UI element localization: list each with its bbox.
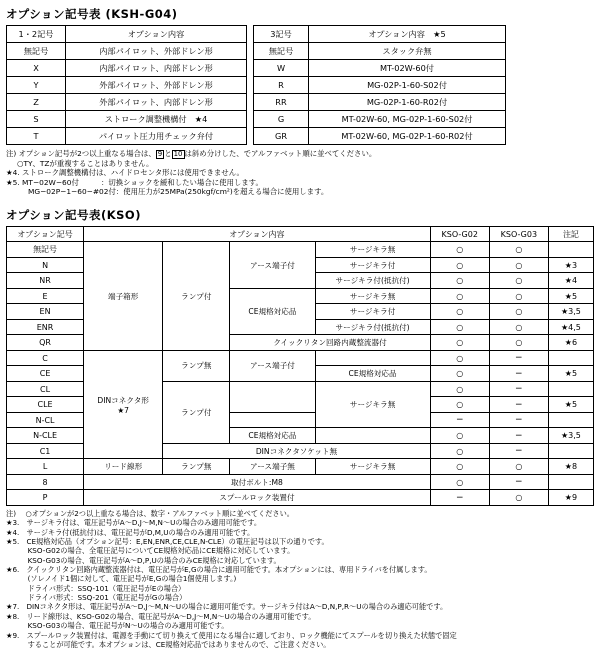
cell-sym: Y (7, 77, 66, 94)
table-header-row (254, 26, 506, 43)
table-row (254, 111, 506, 128)
cell-sym: 無記号 (7, 43, 66, 60)
note-text: オプション記号が2つ以上重なる場合は、 (18, 149, 156, 158)
cell-group-din (84, 350, 163, 459)
cell-symbol: N-CL (7, 412, 84, 428)
cell-sym: G (254, 111, 309, 128)
cell-note: ★4,5 (548, 319, 593, 335)
note-line: ○TY、TZが重複することはありません。 (17, 159, 154, 168)
cell-note: ★5 (548, 288, 593, 304)
note-mark: 注) (6, 149, 17, 158)
cell-g03: ○ (489, 273, 548, 289)
cell-symbol: N (7, 257, 84, 273)
cell-ce-compliant: CE規格対応品 (230, 428, 315, 444)
cell-g02: ○ (430, 350, 489, 366)
cell-sym: X (7, 60, 66, 77)
cell-surge: サージキラ付(抵抗付) (315, 273, 430, 289)
cell-g03: ○ (489, 459, 548, 475)
cell-note: ★9 (548, 490, 593, 506)
section2-title: オプション記号表(KSO) (6, 207, 141, 222)
note-line: ★7. DINコネクタ形は、電圧記号がA〜D,J〜M,N〜Uの場合に適用可能です。サージキラ付はA〜D,N,P,R〜Uの場合のみ適応可能です。 (6, 602, 448, 612)
col-header-note: 注記 (548, 226, 593, 242)
cell-note (548, 412, 593, 428)
note-line: ★6. クイックリタン回路内蔵整流器付は、電圧記号がE,Gの場合に適用可能です。本オプションには、専用ドライバを付属します。 (6, 565, 432, 575)
cell-sym: S (7, 111, 66, 128)
cell-surge: サージキラ無 (315, 381, 430, 428)
cell-note (548, 474, 593, 490)
table-row (7, 242, 594, 258)
cell-surge: サージキラ無 (315, 459, 430, 475)
cell-g03: ○ (489, 319, 548, 335)
cell-g03: − (489, 397, 548, 413)
cell-sym: RR (254, 94, 309, 111)
cell-lamp: ランプ付 (163, 242, 230, 351)
cell-g02: ○ (430, 288, 489, 304)
cell-spool-lock: スプールロック装置付 (84, 490, 431, 506)
cell-g02: ○ (430, 242, 489, 258)
note-line: (ソレノイド1個に対して、電圧記号がE,Gの場合1個使用します。) (6, 574, 237, 584)
cell-g02: ○ (430, 366, 489, 382)
option-table-a (6, 25, 247, 145)
cell-content: MT-02W-60, MG-02P-1-60-S02付 (309, 111, 506, 128)
table-row (254, 94, 506, 111)
cell-note: ★3,5 (548, 304, 593, 320)
cell-g02: ○ (430, 474, 489, 490)
cell-sym: T (7, 128, 66, 145)
cell-surge (315, 428, 430, 444)
cell-earth-terminal: アース端子付 (230, 242, 315, 289)
cell-symbol: CL (7, 381, 84, 397)
col-header-g02: KSO-G02 (430, 226, 489, 242)
cell-content: スタック弁無 (309, 43, 506, 60)
table-row (7, 60, 247, 77)
cell-g03: ○ (489, 288, 548, 304)
cell-sym: 無記号 (254, 43, 309, 60)
note-line: ドライバ形式：SSQ-101（電圧記号がEの場合） (6, 583, 186, 593)
cell-note (548, 242, 593, 258)
col-header-content: オプション内容 (66, 26, 247, 43)
cell-symbol: C (7, 350, 84, 366)
col-header-symbol: オプション記号 (7, 226, 84, 242)
cell-symbol: CLE (7, 397, 84, 413)
col-header-sym: 3記号 (254, 26, 309, 43)
cell-g03: ○ (489, 490, 548, 506)
note-line: MG−02P−1−60−#02付：使用圧力が25MPa(250kgf/cm²)を超える場合に使用します。 (28, 187, 329, 197)
note-box-9: 9 (157, 150, 163, 158)
section1-title: オプション記号表 (KSH-G04) (6, 7, 178, 21)
cell-surge: サージキラ無 (315, 242, 430, 258)
cell-symbol: 無記号 (7, 242, 84, 258)
cell-g03: − (489, 428, 548, 444)
table-header-row (7, 26, 247, 43)
col-header-sym: 1・2記号 (7, 26, 66, 43)
cell-symbol: ENR (7, 319, 84, 335)
cell-content: 内部パイロット、外部ドレン形 (66, 43, 247, 60)
cell-content: 外部パイロット、外部ドレン形 (66, 77, 247, 94)
cell-g02: ○ (430, 381, 489, 397)
cell-sym: Z (7, 94, 66, 111)
cell-g02: ○ (430, 273, 489, 289)
cell-earth-terminal (230, 381, 315, 412)
note-mid: と (164, 149, 172, 158)
option-table-b (253, 25, 506, 145)
cell-g03: − (489, 443, 548, 459)
cell-quick-return: クイックリタン回路内蔵整流器付 (230, 335, 430, 351)
cell-note: ★8 (548, 459, 593, 475)
cell-g03: ○ (489, 304, 548, 320)
cell-group-terminal-box: 端子箱形 (84, 242, 163, 351)
cell-g03: − (489, 366, 548, 382)
cell-g03: ○ (489, 335, 548, 351)
cell-lamp-none: ランプ無 (163, 350, 230, 381)
note-line: ★3. サージキラ付は、電圧記号がA〜D,J〜M,N〜Uの場合のみ適用可能です。 (6, 518, 262, 528)
cell-symbol: NR (7, 273, 84, 289)
section1-notes (6, 149, 600, 197)
note-line (6, 178, 600, 187)
cell-symbol: E (7, 288, 84, 304)
cell-note (548, 381, 593, 397)
table-row (7, 94, 247, 111)
cell-symbol: N-CLE (7, 428, 84, 444)
cell-g02: ○ (430, 428, 489, 444)
cell-earth-terminal: アース端子付 (230, 350, 315, 381)
table-row (254, 128, 506, 145)
cell-surge: サージキラ付 (315, 304, 430, 320)
cell-lamp-on: ランプ付 (163, 381, 230, 443)
table-row (7, 43, 247, 60)
col-header-content: オプション内容 (84, 226, 431, 242)
cell-earth-none: アース端子無 (230, 459, 315, 475)
cell-content: 内部パイロット、内部ドレン形 (66, 60, 247, 77)
cell-symbol: QR (7, 335, 84, 351)
cell-content: パイロット圧力用チェック弁付 (66, 128, 247, 145)
cell-g02: ○ (430, 319, 489, 335)
note-line: ★5. CE規格対応品（オプション記号：E,EN,ENR,CE,CLE,N-CLE）の電圧記号は以下の通りです。 (6, 536, 329, 546)
cell-surge: サージキラ付(抵抗付) (315, 319, 430, 335)
cell-g03: − (489, 474, 548, 490)
cell-g03: ○ (489, 242, 548, 258)
table-row (254, 77, 506, 94)
cell-content: MG-02P-1-60-R02付 (309, 94, 506, 111)
cell-sym: R (254, 77, 309, 94)
document-page (0, 6, 600, 649)
cell-lamp-none: ランプ無 (163, 459, 230, 475)
cell-note: ★3,5 (548, 428, 593, 444)
section1-tables (6, 25, 600, 145)
cell-content: MT-02W-60付 (309, 60, 506, 77)
cell-note: ★3 (548, 257, 593, 273)
note-line: ドライバ形式：SSQ-201（電圧記号がGの場合） (6, 593, 187, 603)
cell-surge: サージキラ付 (315, 257, 430, 273)
cell-g02: ○ (430, 335, 489, 351)
cell-symbol: 8 (7, 474, 84, 490)
cell-symbol: P (7, 490, 84, 506)
cell-ce-compliant: CE規格対応品 (315, 366, 430, 382)
cell-ce-compliant (230, 412, 315, 428)
note-line (6, 149, 600, 159)
cell-note: ★5 (548, 397, 593, 413)
cell-symbol: EN (7, 304, 84, 320)
table-header-row (7, 226, 594, 242)
cell-content: 外部パイロット、内部ドレン形 (66, 94, 247, 111)
cell-note (548, 443, 593, 459)
table-row (7, 490, 594, 506)
din-star7: ★7 (117, 405, 129, 415)
cell-g02: − (430, 490, 489, 506)
option-table-kso (6, 226, 594, 506)
cell-g03: ○ (489, 257, 548, 273)
cell-din-socket-none: DINコネクタソケット無 (163, 443, 430, 459)
note-tail: は斜め分けした、でアルファベット順に並べてください。 (184, 149, 377, 158)
note-text: MT−02W−60付 ：切換ショックを緩和したい場合に使用します。 (22, 177, 263, 187)
cell-g02: − (430, 412, 489, 428)
note-line: ★9. スプールロック装置付は、電源を手動にて切り換えて使用になる場合に適しており、ロック機能にてスプールを切り換えた状態で固定 (6, 630, 457, 640)
table-row (7, 111, 247, 128)
cell-note: ★6 (548, 335, 593, 351)
cell-surge (315, 350, 430, 366)
cell-content: ストローク調整機構付 ★4 (66, 111, 247, 128)
table-row (7, 350, 594, 366)
cell-content: MG-02P-1-60-S02付 (309, 77, 506, 94)
note-line: ★8. リード線形は、KSO-G02の場合、電圧記号がA〜D,J〜M,N〜Uの場合のみ適用可能です。 (6, 611, 316, 621)
table-row (254, 43, 506, 60)
cell-surge: サージキラ無 (315, 288, 430, 304)
cell-g02: ○ (430, 257, 489, 273)
table-row (7, 128, 247, 145)
cell-mounting-bolt: 取付ボルト:M8 (84, 474, 431, 490)
note-mark: ★4. (6, 168, 20, 178)
col-header-g03: KSO-G03 (489, 226, 548, 242)
note-text: ストローク調整機構付は、ハイドロセンタ形には使用できません。 (22, 168, 244, 178)
cell-g03: − (489, 412, 548, 428)
note-line: KSO-G03の場合、電圧記号がN〜Uの場合のみ適用可能です。 (6, 621, 229, 631)
note-line: ★4. サージキラ付(抵抗付)は、電圧記号がD,M,Uの場合のみ適用可能です。 (6, 527, 255, 537)
table-row (254, 60, 506, 77)
cell-ce-compliant: CE規格対応品 (230, 288, 315, 335)
din-label: DINコネクタ形 (97, 395, 149, 405)
cell-content: MT-02W-60, MG-02P-1-60-R02付 (309, 128, 506, 145)
cell-g02: ○ (430, 397, 489, 413)
section2-notes (6, 509, 600, 649)
cell-symbol: L (7, 459, 84, 475)
cell-note: ★4 (548, 273, 593, 289)
table-row (7, 459, 594, 475)
cell-symbol: C1 (7, 443, 84, 459)
cell-symbol: CE (7, 366, 84, 382)
table-row (7, 77, 247, 94)
cell-g03: − (489, 350, 548, 366)
cell-sym: W (254, 60, 309, 77)
col-header-content: オプション内容 ★5 (309, 26, 506, 43)
cell-sym: GR (254, 128, 309, 145)
cell-lead-wire: リード線形 (84, 459, 163, 475)
note-box-10: 10 (173, 150, 183, 158)
cell-g02: ○ (430, 443, 489, 459)
cell-note (548, 350, 593, 366)
note-line (6, 168, 600, 177)
table-row (7, 474, 594, 490)
cell-note: ★5 (548, 366, 593, 382)
note-mark: ★5. (6, 177, 20, 187)
note-line: することが可能です。本オプションは、CE規格対応品ではありませんので、ご注意ください。 (6, 639, 331, 649)
note-line: KSO-G02の場合、全電圧記号についてCE規格対応品にCE規格に対応しています。 (6, 546, 295, 556)
note-line: 注) ○オプションが2つ以上重なる場合は、数字・アルファベット順に並べてください。 (6, 508, 294, 518)
cell-g02: ○ (430, 304, 489, 320)
cell-g03: − (489, 381, 548, 397)
cell-g02: ○ (430, 459, 489, 475)
note-line: KSO-G03の場合、電圧記号がA〜D,P,Uの場合のみCE規格に対応しています。 (6, 555, 281, 565)
